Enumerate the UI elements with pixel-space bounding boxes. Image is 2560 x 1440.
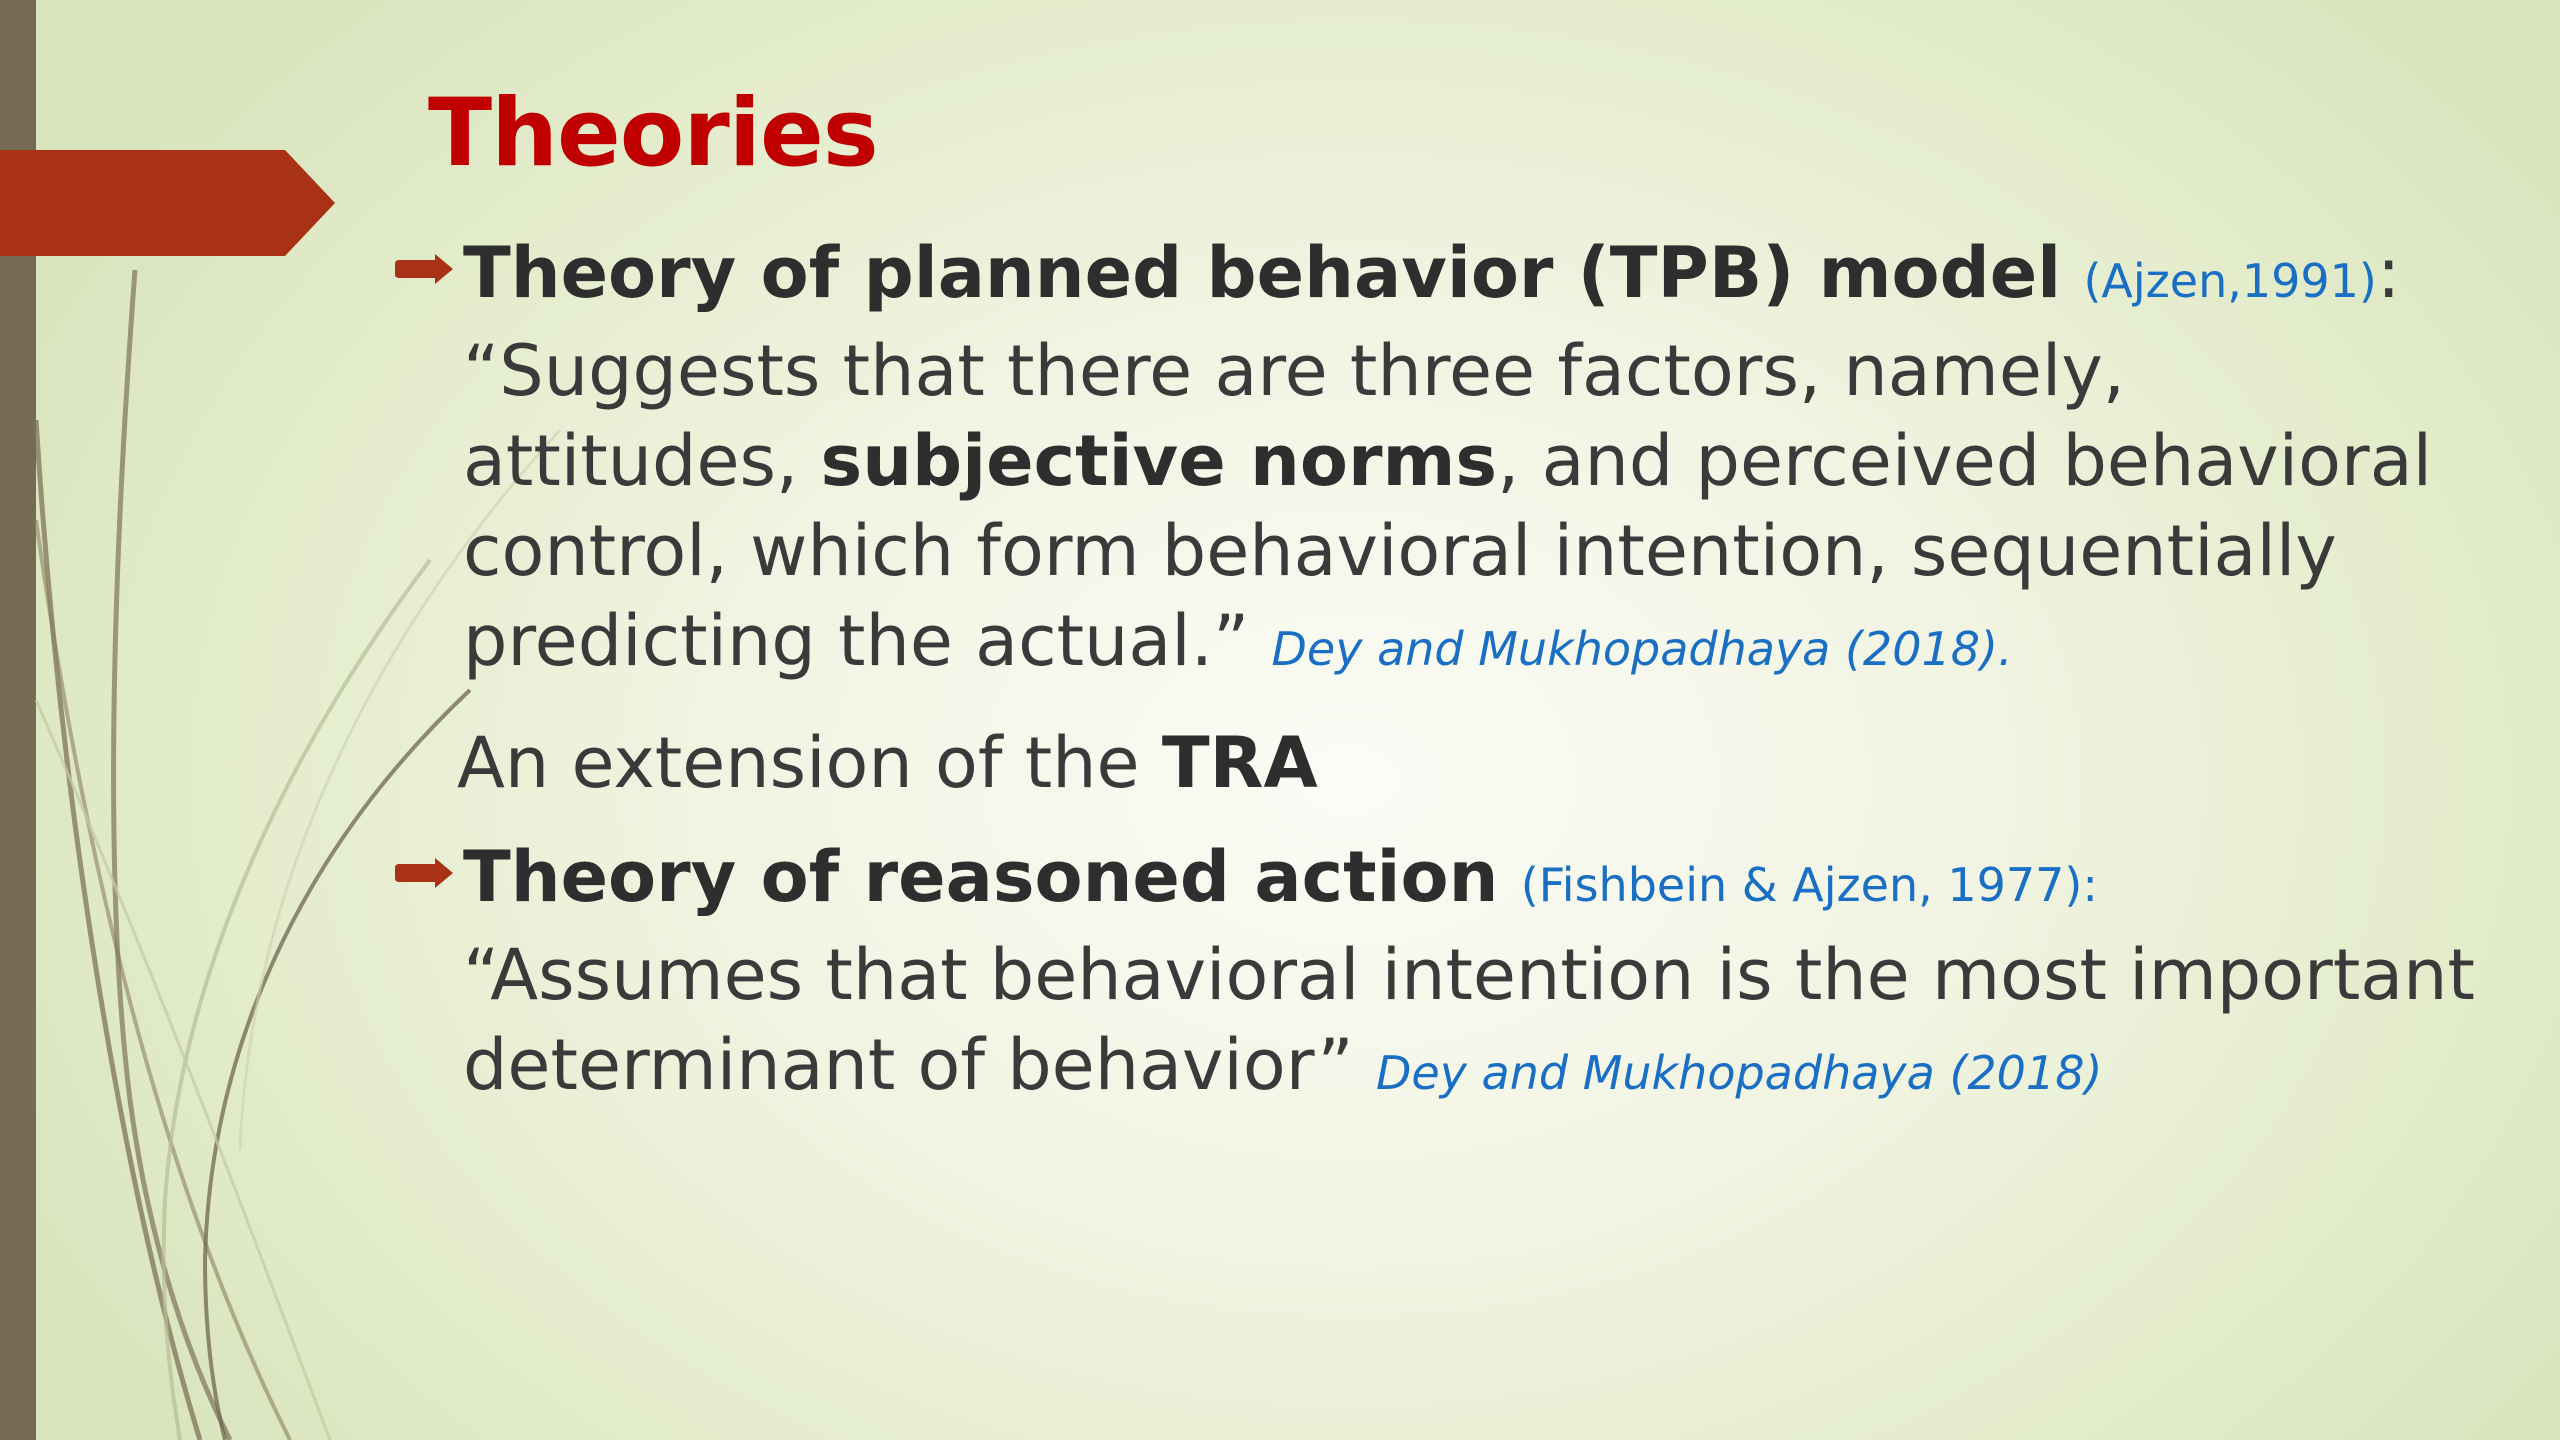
tpb-heading: Theory of planned behavior (TPB) model bbox=[463, 232, 2062, 314]
tpb-source: Dey and Mukhopadhaya (2018). bbox=[1271, 622, 2013, 676]
tpb-quote-part2: , and perceived behavioral control, which form behavioral intention, sequentially predicting the actual.” bbox=[463, 420, 2433, 682]
bullet-arrow-icon bbox=[395, 858, 453, 888]
tra-citation: (Fishbein & Ajzen, 1977): bbox=[1520, 858, 2098, 912]
slide-content bbox=[395, 228, 2475, 1118]
tpb-colon: : bbox=[2376, 232, 2401, 314]
tra-extension-line bbox=[395, 718, 2475, 808]
tpb-bold-term: subjective norms bbox=[820, 420, 1498, 502]
extension-bold-term: TRA bbox=[1161, 722, 1318, 804]
tra-source: Dey and Mukhopadhaya (2018) bbox=[1375, 1046, 2103, 1100]
slide-title: Theories bbox=[428, 79, 878, 188]
decor-curve bbox=[164, 560, 430, 1440]
tra-heading: Theory of reasoned action bbox=[463, 836, 1499, 918]
bullet-tpb bbox=[395, 228, 2475, 694]
tpb-citation: (Ajzen,1991) bbox=[2083, 254, 2377, 308]
bullet-arrow-icon bbox=[395, 254, 453, 284]
tpb-quote-part1: “Suggests that there are three factors, namely, attitudes, bbox=[463, 330, 2126, 502]
extension-text: An extension of the bbox=[457, 722, 1162, 804]
title-arrow-banner bbox=[0, 150, 335, 256]
tra-quote: “Assumes that behavioral intention is the most important determinant of behavior” bbox=[463, 934, 2475, 1106]
bullet-tra bbox=[395, 832, 2475, 1118]
